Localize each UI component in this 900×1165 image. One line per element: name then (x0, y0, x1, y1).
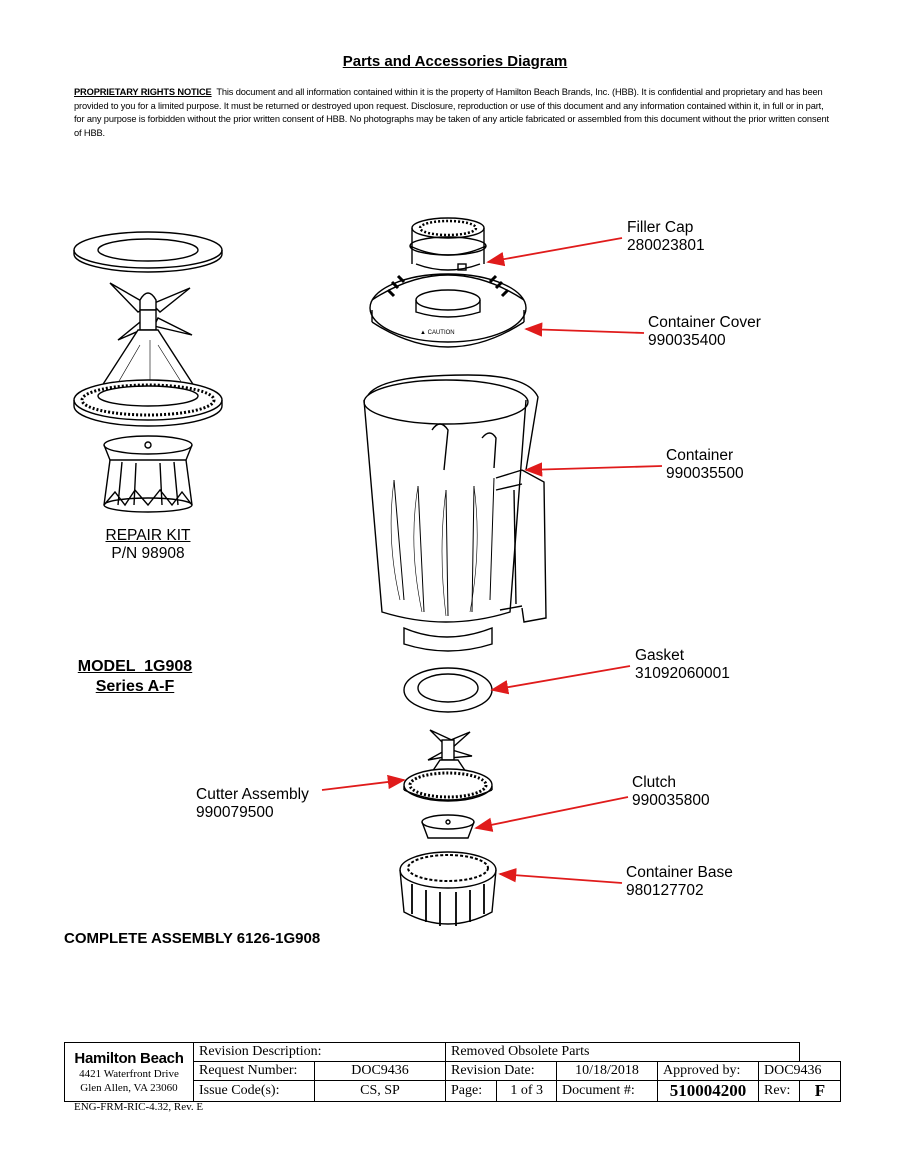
callout-container-base (626, 864, 733, 900)
form-code: ENG-FRM-RIC-4.32, Rev. E (74, 1101, 204, 1113)
part-name: Cutter Assembly (196, 786, 309, 803)
rev-date-value: 10/18/2018 (557, 1062, 658, 1081)
company-address-2: Glen Allen, VA 23060 (80, 1081, 178, 1094)
callout-clutch (632, 774, 710, 810)
container-base-drawing (400, 852, 496, 926)
part-name: Gasket (635, 647, 685, 664)
clutch-drawing (422, 815, 474, 838)
issue-label: Issue Code(s): (194, 1081, 315, 1102)
notice-label: PROPRIETARY RIGHTS NOTICE (74, 87, 212, 97)
repair-kit-gasket-drawing (74, 232, 222, 272)
part-number: 990035400 (648, 332, 726, 349)
complete-assembly: COMPLETE ASSEMBLY 6126-1G908 (64, 930, 321, 947)
page-value: 1 of 3 (497, 1081, 557, 1102)
page-label: Page: (446, 1081, 497, 1102)
part-number: 980127702 (626, 882, 704, 899)
request-label: Request Number: (194, 1062, 315, 1081)
repair-kit-title: REPAIR KIT (105, 527, 191, 544)
rev-desc-label: Revision Description: (194, 1043, 446, 1062)
part-name: Container (666, 447, 734, 464)
part-name: Clutch (632, 774, 676, 791)
doc-label: Document #: (557, 1081, 658, 1102)
rev-desc-value: Removed Obsolete Parts (446, 1043, 800, 1062)
approved-label: Approved by: (658, 1062, 759, 1081)
part-number: 990079500 (196, 804, 274, 821)
gasket-arrow (492, 666, 630, 690)
part-name: Container Base (626, 864, 733, 881)
container-cover-drawing (370, 274, 526, 347)
company-address-1: 4421 Waterfront Drive (79, 1067, 179, 1080)
repair-kit-label (88, 527, 208, 563)
issue-value: CS, SP (315, 1081, 446, 1102)
callout-container-cover (648, 314, 761, 350)
repair-kit-clutch-drawing (104, 436, 192, 512)
part-number: 31092060001 (635, 665, 730, 682)
company-block (65, 1043, 194, 1102)
page-title: Parts and Accessories Diagram (342, 53, 568, 70)
container-cover-arrow (526, 329, 644, 333)
callout-gasket (635, 647, 730, 683)
svg-text:▲ CAUTION: ▲ CAUTION (420, 330, 455, 336)
clutch-arrow (476, 797, 628, 828)
gasket-drawing (404, 668, 492, 712)
model-series: Series A-F (95, 678, 175, 695)
part-number: 280023801 (627, 237, 705, 254)
part-number: 990035800 (632, 792, 710, 809)
callout-container (666, 447, 744, 483)
cutter-assembly-drawing (404, 730, 492, 801)
callout-filler-cap (627, 219, 705, 255)
request-value: DOC9436 (315, 1062, 446, 1081)
rev-date-label: Revision Date: (446, 1062, 557, 1081)
container-arrow (526, 466, 662, 470)
repair-kit-cutter-drawing (74, 283, 222, 426)
model-label (60, 657, 210, 697)
repair-kit-pn: P/N 98908 (111, 545, 185, 562)
filler-cap-arrow (488, 238, 622, 262)
part-name: Filler Cap (627, 219, 694, 236)
cutter-assembly-arrow (322, 780, 404, 790)
company-logo: Hamilton Beach (74, 1049, 184, 1067)
container-jar-drawing (364, 375, 546, 651)
approved-value: DOC9436 (759, 1062, 841, 1081)
rev-label: Rev: (759, 1081, 800, 1102)
title-block (64, 1042, 841, 1102)
callout-cutter-assembly (196, 786, 309, 822)
notice-text: This document and all information contained within it is the property of Hamilton Beach Brands, Inc. (HBB). It is confidential and proprietary and has been provided to you for a limited purpose. It must be returned or destroyed upon request. Disclosure, reproduction or use of this document and any information contained within it, in full or in part, for any purpose is forbidden without the prior written consent of HBB. No photographs may be taken of any article fabricated or assembled from this document without the prior written consent of HBB. (74, 87, 829, 138)
container-base-arrow (500, 874, 622, 883)
filler-cap-drawing (410, 218, 486, 270)
part-number: 990035500 (666, 465, 744, 482)
doc-value: 510004200 (658, 1081, 759, 1102)
part-name: Container Cover (648, 314, 761, 331)
model-number: MODEL 1G908 (77, 658, 193, 675)
rev-value: F (800, 1081, 841, 1102)
